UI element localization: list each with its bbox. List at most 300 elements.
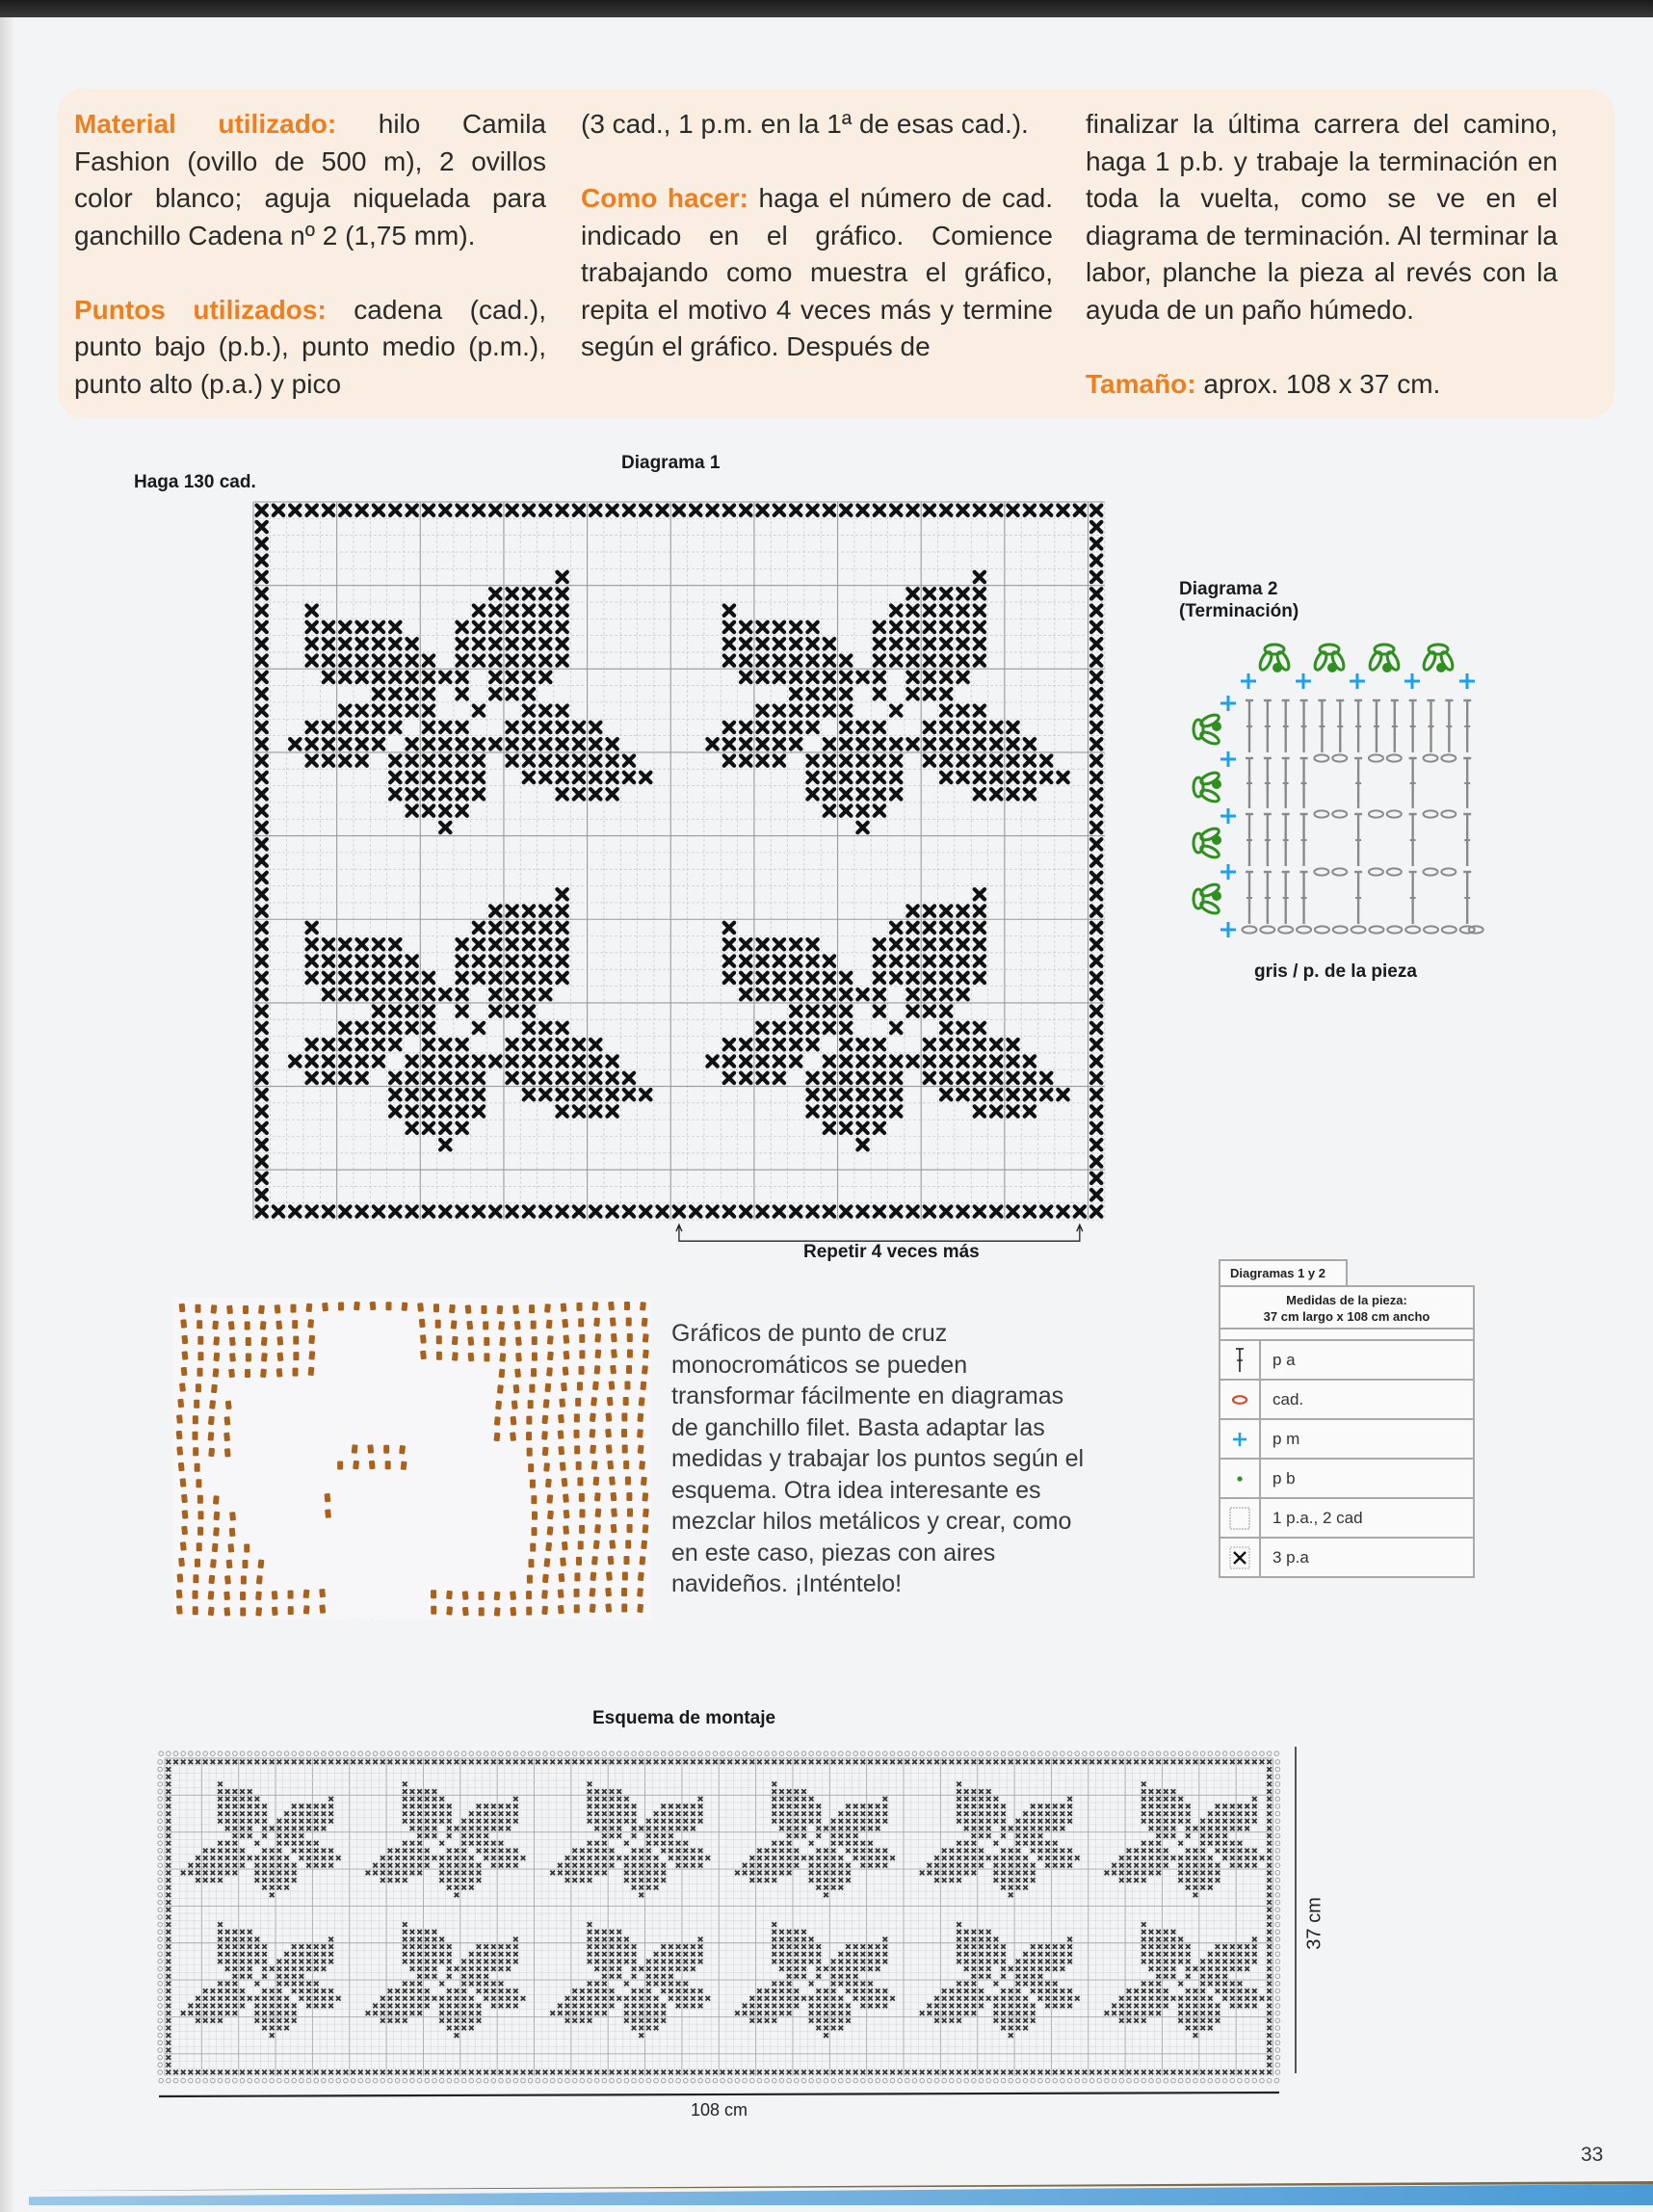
cross-mark [610,1804,615,1809]
cross-mark [425,1988,430,1993]
cross-mark [602,1789,607,1794]
schema-width-label: 108 cm [691,2100,748,2120]
cross-mark [1208,1974,1213,1979]
cross-mark [1230,1856,1235,1860]
cross-mark [661,1878,666,1883]
cross-mark [1038,2070,1043,2075]
cross-mark [1061,1988,1065,1993]
cross-mark [617,1937,621,1942]
chain-mark [225,2078,230,2083]
cross-mark [218,1922,223,1927]
cross-mark [196,1760,200,1765]
cross-mark [225,1996,230,2001]
cross-mark [957,2004,961,2009]
cross-mark [883,1797,888,1802]
cross-mark [868,1966,873,1971]
cross-mark [1267,1893,1272,1898]
cross-mark [787,1871,792,1876]
cross-mark [1023,1878,1028,1883]
chain-mark [196,1751,200,1756]
cross-mark [1194,1878,1198,1883]
cross-mark [794,1960,799,1964]
cross-mark [809,1960,814,1964]
cross-mark [1267,1804,1272,1809]
cross-mark [403,1789,407,1794]
cross-mark [233,1849,238,1854]
cross-mark [779,1944,784,1949]
cross-mark [439,2011,444,2015]
cross-mark [270,1760,275,1765]
cross-mark [964,1966,969,1971]
cross-mark [624,1804,629,1809]
cross-mark [513,1952,518,1957]
cross-mark [646,1841,651,1846]
cross-mark [868,1804,873,1809]
cross-mark [691,1804,695,1809]
cross-mark [506,1960,511,1964]
cross-mark [403,1982,407,1987]
cross-mark [787,1804,792,1809]
cross-mark [816,1804,821,1809]
cross-mark [225,2004,230,2009]
cross-mark [950,2011,955,2015]
cross-mark [1127,1988,1132,1993]
cross-mark [654,1827,659,1831]
cross-mark [801,1760,806,1765]
cross-mark [425,1974,430,1979]
cross-mark [950,1871,955,1876]
cross-mark [248,1789,252,1794]
cross-mark [270,2070,275,2075]
diagram2-caption: gris / p. de la pieza [1254,961,1417,982]
cross-mark [979,1849,984,1854]
cross-mark [831,1841,836,1846]
cross-mark [1067,1811,1072,1816]
chain-mark [1016,1751,1021,1756]
cross-mark [683,1819,688,1824]
cross-mark [433,1789,437,1794]
cross-mark [1238,2004,1243,2009]
cross-mark [905,1760,910,1765]
cross-mark [1208,1885,1213,1890]
chain-mark [1275,1960,1280,1964]
cross-mark [203,1849,208,1854]
cross-mark [292,1804,297,1809]
cross-mark [410,2011,415,2015]
cross-mark [632,1960,637,1964]
cross-mark [477,1944,482,1949]
cross-mark [846,1811,851,1816]
cross-mark [300,1988,304,1993]
cross-mark [1031,1952,1036,1957]
cross-mark [972,1952,977,1957]
cross-mark [1200,1974,1205,1979]
cross-mark [248,1856,252,1860]
cross-mark [580,1871,585,1876]
cross-mark [572,2070,577,2075]
cross-mark [794,1856,799,1860]
cross-mark [972,1841,977,1846]
cross-mark [683,1996,688,2001]
chain-mark [158,1952,163,1957]
cross-mark [410,1982,415,1987]
chain-mark [158,1893,163,1898]
chain-mark [521,2078,526,2083]
cross-mark [994,1811,999,1816]
cross-mark [491,1827,496,1831]
cross-mark [580,1878,585,1883]
cross-mark [277,2070,282,2075]
cross-mark [167,2063,171,2067]
cross-mark [233,1996,238,2001]
chain-mark [158,1930,163,1935]
cross-mark [1023,1982,1028,1987]
diagram1-title: Diagrama 1 [621,453,721,473]
cross-mark [1208,2070,1213,2075]
cross-mark [300,1966,304,1971]
cross-mark [787,1996,792,2001]
cross-mark [861,1819,866,1824]
cross-mark [1016,2011,1021,2015]
cross-mark [994,2011,999,2015]
cross-mark [1186,1833,1191,1838]
cross-mark [455,1893,459,1898]
cross-mark [314,1982,319,1987]
cross-mark [388,2018,393,2023]
cross-mark [698,1819,703,1824]
cross-mark [964,1930,969,1935]
chain-mark [158,1797,163,1802]
cross-mark [1238,1827,1243,1831]
cross-mark [890,1760,895,1765]
cross-mark [654,1974,659,1979]
cross-mark [1061,1804,1065,1809]
cross-mark [749,2018,754,2023]
chain-mark [950,1751,955,1756]
cross-mark [986,1974,991,1979]
chain-mark [1053,2078,1058,2083]
cross-mark [794,1833,799,1838]
cross-mark [189,1863,194,1868]
cross-mark [979,1974,984,1979]
cross-mark [1267,2026,1272,2031]
chain-mark [1260,1751,1265,1756]
cross-mark [979,1952,984,1957]
chain-mark [433,1751,437,1756]
cross-mark [167,1966,171,1971]
cross-mark [1200,1760,1205,1765]
cross-mark [1186,2026,1191,2031]
cross-mark [646,1974,651,1979]
chain-mark [617,2078,621,2083]
cross-mark [455,1871,459,1876]
cross-mark [1238,1849,1243,1854]
cross-mark [314,1944,319,1949]
cross-mark [277,1841,282,1846]
cross-mark [646,1833,651,1838]
cross-mark [233,1827,238,1831]
chain-mark [158,1804,163,1809]
cross-mark [979,1833,984,1838]
cross-mark [447,2004,452,2009]
cross-mark [624,1871,629,1876]
cross-mark [868,1988,873,1993]
cross-mark [218,2070,223,2075]
cross-mark [861,1982,866,1987]
cross-mark [1112,1871,1116,1876]
cross-mark [292,1760,297,1765]
cross-mark [972,1930,977,1935]
cross-mark [528,2070,533,2075]
cross-mark [506,1827,511,1831]
cross-mark [447,2011,452,2015]
cross-mark [439,1952,444,1957]
cross-mark [262,2004,267,2009]
cross-mark [594,1841,599,1846]
cross-mark [240,1960,245,1964]
cross-mark [513,1819,518,1824]
cross-mark [1245,1760,1249,1765]
cross-mark [425,1863,430,1868]
cross-mark [1045,1982,1050,1987]
cross-mark [602,1811,607,1816]
cross-mark [831,2018,836,2023]
cross-mark [831,1885,836,1890]
cross-mark [1156,1863,1161,1868]
cross-mark [1200,2070,1205,2075]
cross-mark [1171,1937,1176,1942]
cross-mark [588,1797,592,1802]
chain-mark [550,1751,555,1756]
cross-mark [1245,1966,1249,1971]
cross-mark [1053,1966,1058,1971]
cross-mark [661,1811,666,1816]
cross-mark [1230,1863,1235,1868]
chain-mark [772,2078,776,2083]
cross-mark [683,1863,688,1868]
cross-mark [1222,1849,1227,1854]
cross-mark [772,1922,776,1927]
cross-mark [691,1996,695,2001]
cross-mark [439,1804,444,1809]
chain-mark [536,2078,540,2083]
cross-mark [1186,1944,1191,1949]
cross-mark [580,2070,585,2075]
cross-mark [1045,1863,1050,1868]
cross-mark [292,1849,297,1854]
cross-mark [928,2004,932,2009]
cross-mark [928,1871,932,1876]
chain-mark [743,2078,748,2083]
cross-mark [617,1856,621,1860]
cross-mark [336,1760,341,1765]
cross-mark [654,1863,659,1868]
cross-mark [624,1863,629,1868]
chain-mark [211,2078,216,2083]
cross-mark [1031,1863,1036,1868]
cross-mark [292,1974,297,1979]
cross-mark [262,1944,267,1949]
chain-mark [1275,1804,1280,1809]
cross-mark [248,1797,252,1802]
cross-mark [366,1760,371,1765]
chain-mark [1200,2078,1205,2083]
cross-mark [1230,1841,1235,1846]
cross-mark [410,1841,415,1846]
cross-mark [588,1811,592,1816]
cross-mark [447,1960,452,1964]
cross-mark [654,1871,659,1876]
cross-mark [868,1982,873,1987]
cross-mark [994,1944,999,1949]
cross-mark [240,2070,245,2075]
chain-mark [233,2078,238,2083]
cross-mark [292,2070,297,2075]
cross-mark [698,2070,703,2075]
cross-mark [344,1760,349,1765]
cross-mark [632,2004,637,2009]
chain-mark [543,1751,548,1756]
cross-mark [994,2018,999,2023]
cross-mark [167,1908,171,1912]
cross-mark [189,1760,194,1765]
cross-mark [388,2070,393,2075]
cross-mark [816,1944,821,1949]
cross-mark [861,1988,866,1993]
chain-mark [1001,1751,1006,1756]
cross-mark [417,1760,422,1765]
chain-mark [336,1751,341,1756]
chain-mark [1275,1974,1280,1979]
cross-mark [646,1760,651,1765]
cross-mark [787,1982,792,1987]
cross-mark [646,2070,651,2075]
cross-mark [1053,1827,1058,1831]
chain-mark [158,1982,163,1987]
cross-mark [477,1804,482,1809]
cross-mark [839,1871,844,1876]
cross-mark [1252,1937,1257,1942]
cross-mark [225,1944,230,1949]
cross-mark [410,1944,415,1949]
cross-mark [1194,2070,1198,2075]
cross-mark [1156,1760,1161,1765]
cross-mark [1016,1819,1021,1824]
cross-mark [1230,1760,1235,1765]
cross-mark [957,1804,961,1809]
cross-mark [594,2004,599,2009]
cross-mark [425,1856,430,1860]
cross-mark [455,1988,459,1993]
cross-mark [964,1804,969,1809]
legend-tab: Diagramas 1 y 2 [1219,1259,1348,1285]
cross-mark [565,1878,570,1883]
chain-mark [403,2078,407,2083]
cross-mark [388,2004,393,2009]
cross-mark [639,1988,643,1993]
cross-mark [1171,1797,1176,1802]
cross-mark [455,2011,459,2015]
cross-mark [1164,1856,1168,1860]
cross-mark [1164,1833,1168,1838]
cross-mark [1053,1996,1058,2001]
cross-mark [1045,1827,1050,1831]
chain-mark [380,2078,385,2083]
cross-mark [801,1937,806,1942]
cross-mark [447,1878,452,1883]
cross-mark [403,1960,407,1964]
cross-mark [928,1760,932,1765]
cross-mark [455,1966,459,1971]
cross-mark [839,1885,844,1890]
cross-mark [167,1982,171,1987]
cross-mark [433,2070,437,2075]
cross-mark [513,1811,518,1816]
cross-mark [1031,2011,1036,2015]
cross-mark [491,2004,496,2009]
cross-mark [1127,1871,1132,1876]
cross-mark [1038,1952,1043,1957]
cross-mark [883,1960,888,1964]
cross-mark [580,1988,585,1993]
cross-mark [757,1849,762,1854]
cross-mark [1001,1996,1006,2001]
cross-mark [433,1804,437,1809]
chain-mark [158,1863,163,1868]
chain-mark [588,2078,592,2083]
cross-mark [794,1966,799,1971]
cross-mark [417,1966,422,1971]
cross-mark [669,1811,673,1816]
cross-mark [779,2070,784,2075]
cross-mark [1252,2070,1257,2075]
chain-mark [1275,2004,1280,2009]
cross-mark [1016,1871,1021,1876]
cross-mark [661,1952,666,1957]
cross-mark [328,1856,333,1860]
cross-mark [322,1856,327,1860]
cross-mark [772,1811,776,1816]
cross-mark [580,2018,585,2023]
cross-mark [439,1960,444,1964]
cross-mark [934,2004,939,2009]
cross-mark [1222,1966,1227,1971]
cross-mark [1149,1856,1154,1860]
cross-mark [322,1849,327,1854]
cross-mark [1267,1908,1272,1912]
cross-mark [1149,1960,1154,1964]
cross-mark [1067,1863,1072,1868]
cross-mark [314,1952,319,1957]
cross-mark [572,2018,577,2023]
cross-mark [1216,1878,1220,1883]
cross-mark [1267,1775,1272,1779]
chain-mark [380,1751,385,1756]
chain-mark [1238,2078,1243,2083]
cross-mark [240,1819,245,1824]
cross-mark [211,2004,216,2009]
cross-mark [934,1878,939,1883]
chain-mark [1038,2078,1043,2083]
cross-mark [262,1952,267,1957]
cross-mark [521,1760,526,1765]
cross-mark [676,1863,681,1868]
cross-mark [248,1811,252,1816]
cross-mark [1260,1760,1265,1765]
cross-mark [639,1856,643,1860]
cross-mark [816,1885,821,1890]
cross-mark [203,1878,208,1883]
